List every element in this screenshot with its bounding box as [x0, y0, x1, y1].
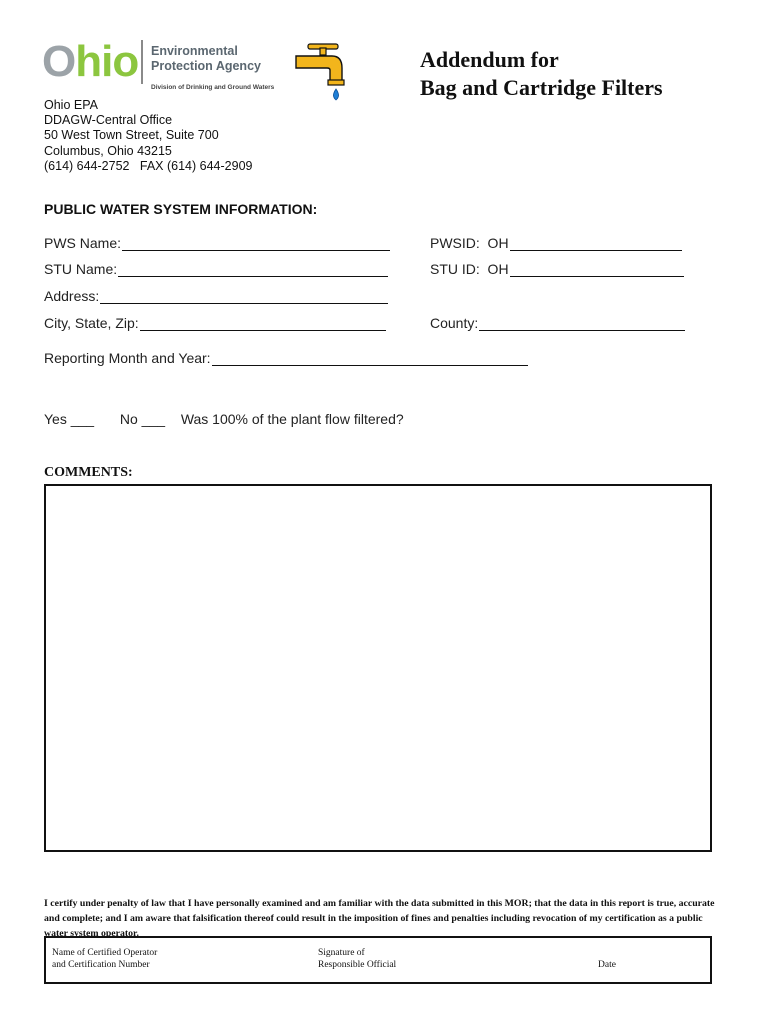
pwsid-line[interactable] — [510, 236, 682, 251]
address-line[interactable] — [100, 289, 388, 304]
certification-statement: I certify under penalty of law that I have personally examined and am familiar with the data submitted in this MOR; that the data in this report is true, accurate and complete; and I am aware that falsification thereof could result in the imposition of fines and penalties including revocation of my certification as a public water system operator. — [44, 898, 715, 939]
operator-label — [52, 947, 157, 971]
no-option[interactable]: No ___ — [119, 411, 166, 427]
pws-name-line[interactable] — [122, 236, 390, 251]
title-line1: Addendum for — [420, 47, 559, 72]
comments-heading: COMMENTS: — [44, 465, 133, 480]
signature-label-line2: Responsible Official — [318, 960, 397, 970]
city-state-zip-line[interactable] — [140, 316, 386, 331]
operator-label-line2: and Certification Number — [52, 960, 150, 970]
county-line[interactable] — [479, 316, 685, 331]
stu-id-field[interactable] — [430, 261, 684, 277]
pws-section-heading: PUBLIC WATER SYSTEM INFORMATION: — [44, 201, 318, 217]
signature-box[interactable] — [44, 936, 712, 984]
stu-name-field[interactable] — [44, 261, 388, 277]
pws-name-label: PWS Name: — [44, 235, 122, 251]
title-line2: Bag and Cartridge Filters — [420, 75, 663, 100]
agency-name — [151, 44, 261, 74]
address-line3: 50 West Town Street, Suite 700 — [44, 128, 219, 143]
county-label: County: — [430, 315, 479, 331]
yes-option[interactable]: Yes ___ — [44, 411, 95, 427]
reporting-month-line[interactable] — [212, 351, 528, 366]
signature-label-line1: Signature of — [318, 948, 365, 958]
ohio-logo-word — [42, 38, 138, 86]
stu-id-label: STU ID: OH — [430, 261, 509, 277]
reporting-month-label: Reporting Month and Year: — [44, 350, 211, 366]
address-field[interactable] — [44, 288, 388, 304]
office-address — [44, 98, 252, 174]
document-title — [420, 46, 663, 102]
stu-id-line[interactable] — [510, 262, 684, 277]
reporting-month-field[interactable] — [44, 350, 528, 366]
ohio-logo-text: Ohio — [42, 37, 139, 86]
date-label: Date — [598, 960, 616, 970]
logo-divider — [141, 40, 143, 84]
division-name: Division of Drinking and Ground Waters — [151, 84, 275, 91]
pwsid-label: PWSID: OH — [430, 235, 509, 251]
signature-label — [318, 947, 396, 971]
comments-box[interactable] — [44, 484, 712, 852]
stu-name-line[interactable] — [118, 262, 388, 277]
city-state-zip-label: City, State, Zip: — [44, 315, 139, 331]
agency-name-line2: Protection Agency — [151, 59, 261, 73]
faucet-icon — [294, 42, 350, 104]
address-line4: Columbus, Ohio 43215 — [44, 143, 172, 158]
address-line1: Ohio EPA — [44, 98, 98, 112]
county-field[interactable] — [430, 315, 685, 331]
city-state-zip-field[interactable] — [44, 315, 386, 331]
stu-name-label: STU Name: — [44, 261, 118, 277]
flow-question-row — [44, 411, 404, 427]
operator-label-line1: Name of Certified Operator — [52, 948, 158, 958]
agency-name-line1: Environmental — [151, 44, 238, 58]
address-line5: (614) 644-2752 FAX (614) 644-2909 — [44, 158, 253, 173]
address-label: Address: — [44, 288, 100, 304]
address-line2: DDAGW-Central Office — [44, 113, 173, 128]
flow-question-text: Was 100% of the plant flow filtered? — [180, 411, 404, 427]
pws-name-field[interactable] — [44, 235, 390, 251]
pwsid-field[interactable] — [430, 235, 682, 251]
